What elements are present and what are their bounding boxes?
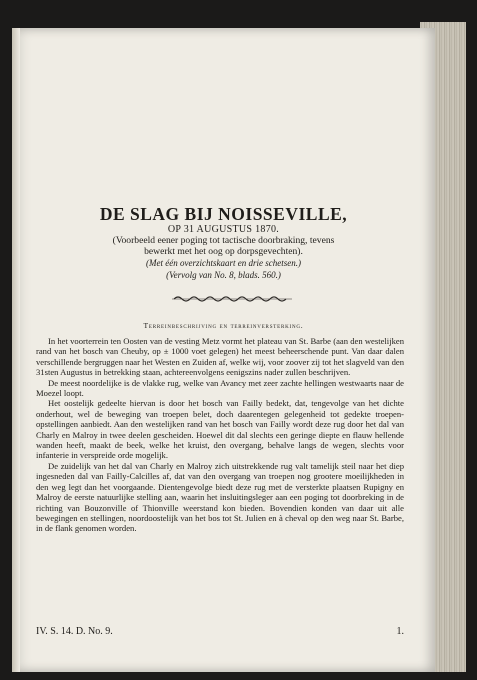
printer-signature: IV. S. 14. D. No. 9. bbox=[36, 626, 113, 637]
ornamental-divider-icon bbox=[172, 294, 292, 304]
section-title: Terreinbeschrijving en terreinversterking. bbox=[143, 321, 304, 330]
article-title: DE SLAG BIJ NOISSEVILLE, bbox=[99, 204, 348, 224]
continuation-note: (Vervolg van No. 8, blads. 560.) bbox=[166, 270, 281, 280]
paragraph: De meest noordelijke is de vlakke rug, welke van Avancy met zeer zachte hellingen westwaarts naar de Moezel loopt. bbox=[36, 377, 404, 399]
paragraph: Het oostelijk gedeelte hiervan is door het bosch van Failly bedekt, dat, tengevolge van het dichte onderhout, wel de beweging van troepen belet, doch daarentegen gelegenheid tot gedekte troepen-opstellingen aanbiedt. Aan den westelijken rand van het bosch van Failly wordt deze rug door het dal van Charly en Malroy in twee deelen gescheiden. Hoewel dit dal slechts een geringe diepte en flauw hellende wanden heeft, maakt de beek, welke het kruist, den overgang, behalve langs de wegen, slechts voor infanterie in verspreide orde mogelijk. bbox=[36, 398, 404, 461]
article-date: OP 31 AUGUSTUS 1870. bbox=[167, 224, 280, 235]
subtitle-line-2: bewerkt met het oog op dorpsgevechten). bbox=[144, 246, 303, 257]
title-block bbox=[12, 204, 435, 281]
page-gutter-shadow bbox=[12, 28, 20, 672]
document-page bbox=[12, 28, 435, 672]
map-note: (Met één overzichtskaart en drie schetsen.) bbox=[146, 258, 301, 268]
page-number: 1. bbox=[396, 626, 404, 637]
subtitle-line-1: (Voorbeeld eener poging tot tactische doorbraking, tevens bbox=[112, 235, 335, 246]
page-footer bbox=[36, 626, 404, 637]
paragraph: De zuidelijk van het dal van Charly en Malroy zich uitstrekkende rug valt tamelijk steil naar het diep ingesneden dal van Failly-Calcilles af, dat van den overgang van troepen nog grootere moeilijkheden in den weg legt dan het voorgaande. Dientengevolge biedt deze rug met de versterkte plaatsen Rupigny en Malroy de eerste natuurlijke stelling aan, waarin het insluitingsleger aan een poging tot doorbreking in de richting van Bouzonville of Thionville weerstand kon bieden. Bovendien konden van daar uit alle bewegingen en stellingen, noordoostelijk van het bos tot St. Julien en à cheval op den weg naar St. Barbe, in de flank genomen worden. bbox=[36, 460, 404, 534]
body-text bbox=[36, 336, 404, 534]
paragraph: In het voorterrein ten Oosten van de vesting Metz vormt het plateau van St. Barbe (aan den westelijken rand van het bosch van Cheuby, op ± 1000 voet gelegen) het meest beheerschende punt. Van daar dalen verschillende bergruggen naar het Westen en Zuiden af, welke wij, voor zoover zij tot het slagveld van den 31sten Augustus in betrekking staan, achtereenvolgens eenigszins nader zullen beschrijven. bbox=[36, 336, 404, 378]
